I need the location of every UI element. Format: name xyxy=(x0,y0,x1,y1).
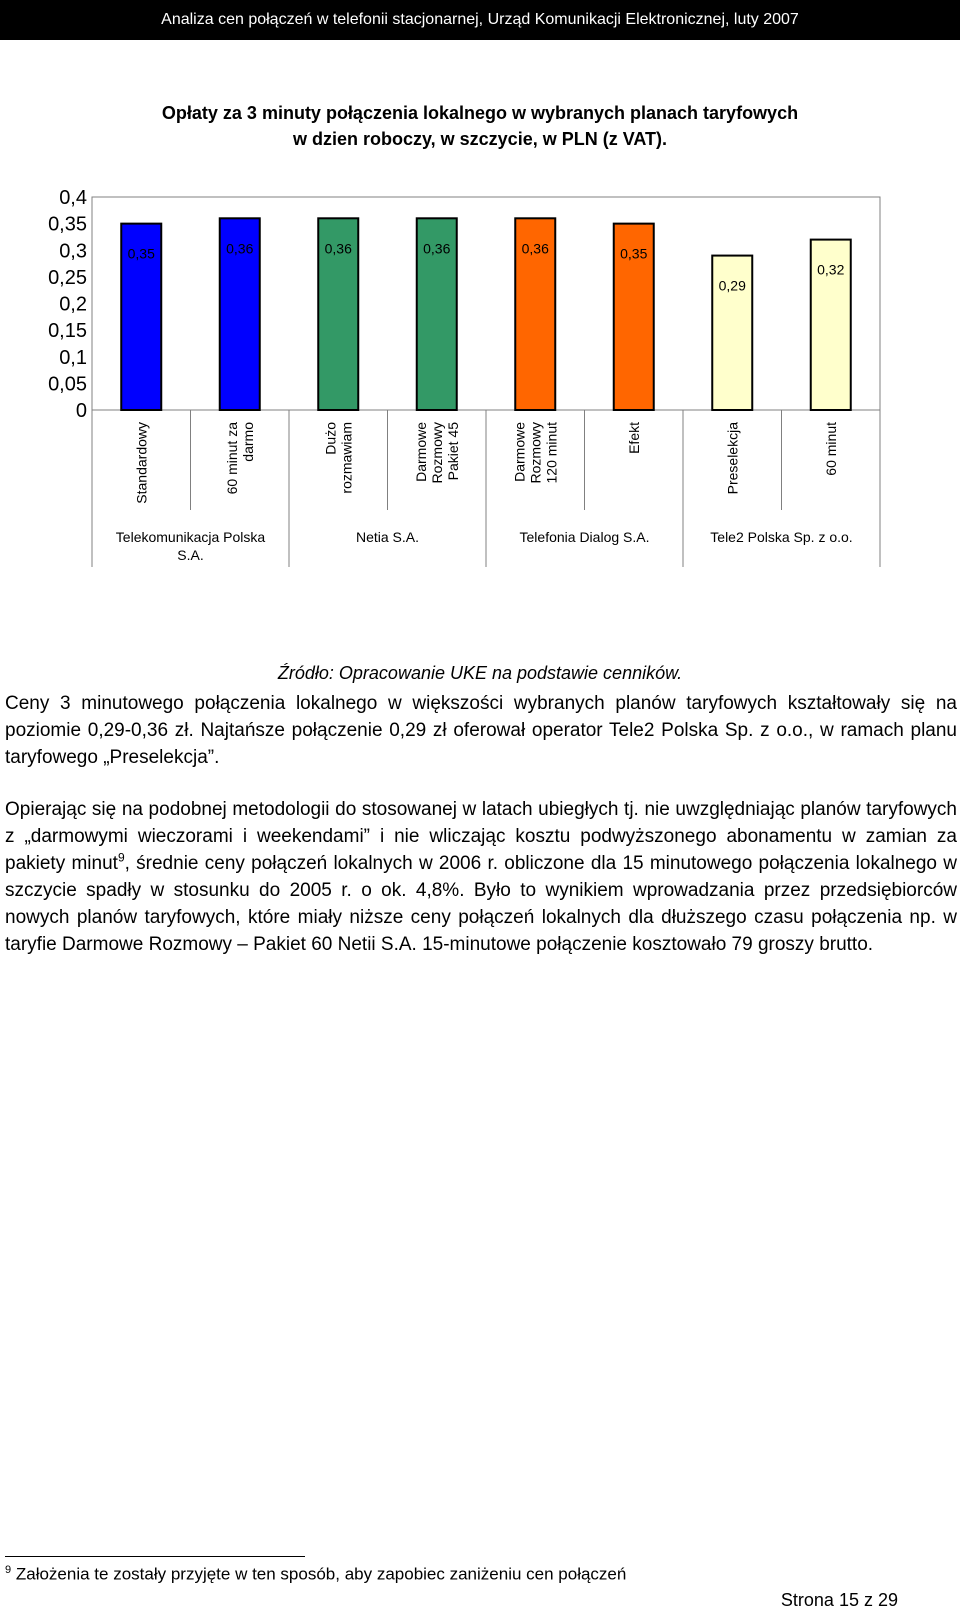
group-label: Telefonia Dialog S.A. xyxy=(519,529,650,545)
category-label: Dużorozmawiam xyxy=(322,422,355,494)
chart-title-line-2: w dzien roboczy, w szczycie, w PLN (z VAT). xyxy=(292,129,668,149)
data-label: 0,36 xyxy=(226,240,254,257)
group-label: Tele2 Polska Sp. z o.o. xyxy=(710,529,853,545)
y-tick-label: 0,4 xyxy=(59,187,87,209)
footnote-number: 9 xyxy=(5,1564,12,1576)
category-label: 60 minut zadarmo xyxy=(223,422,256,495)
data-label: 0,29 xyxy=(718,277,746,294)
y-tick-label: 0,1 xyxy=(59,346,87,369)
bar-chart xyxy=(0,175,960,575)
chart-title-line-1: Opłaty za 3 minuty połączenia lokalnego w wybranych planach taryfowych xyxy=(161,103,799,123)
category-label: DarmoweRozmowy120 minut xyxy=(511,422,560,484)
footnote-text: Założenia te zostały przyjęte w ten sposób, aby zapobiec zaniżeniu cen połączeń xyxy=(15,1564,627,1584)
footnote-divider xyxy=(5,1556,305,1557)
y-tick-label: 0,15 xyxy=(48,320,87,343)
y-tick-label: 0,05 xyxy=(48,373,87,396)
footnote-ref: 9 xyxy=(117,850,125,865)
category-label: Preselekcja xyxy=(724,422,741,495)
footnote xyxy=(5,1564,626,1585)
data-label: 0,36 xyxy=(423,240,451,257)
category-label: 60 minut xyxy=(822,422,839,476)
paragraph-1: Ceny 3 minutowego połączenia lokalnego w większości wybranych planów taryfowych kształtowały się na poziomie 0,29-0,36 zł. Najtańsze połączenie 0,29 zł oferował operator Tele2 Polska Sp. z o.o., w ramach planu taryfowego „Preselekcja”. xyxy=(5,693,957,768)
source-note: Źródło: Opracowanie UKE na podstawie cenników. xyxy=(277,663,683,683)
category-label: DarmoweRozmowyPakiet 45 xyxy=(412,422,461,484)
data-label: 0,36 xyxy=(324,240,352,257)
group-label: Telekomunikacja Polska S.A. xyxy=(115,529,266,563)
data-label: 0,32 xyxy=(817,261,845,278)
data-label: 0,35 xyxy=(620,245,648,262)
page-header: Analiza cen połączeń w telefonii stacjonarnej, Urząd Komunikacji Elektronicznej, luty 2007 xyxy=(0,0,960,40)
paragraph-2-text-b: , średnie ceny połączeń lokalnych w 2006 r. obliczone dla 15 minutowego połączenia lokalnego w szczycie spadły w stosunku do 2005 r. o ok. 4,8%. Było to wynikiem wprowadzania przez przedsiębiorców nowych planów taryfowych, które miały niższe ceny połączeń lokalnych dla dłuższego czasu połączenia np. w taryfie Darmowe Rozmowy – Pakiet 60 Netii S.A. 15-minutowe połączenie kosztowało 79 groszy brutto. xyxy=(5,853,957,955)
paragraph-2-text-a: Opierając się na podobnej metodologii do stosowanej w latach ubiegłych tj. nie uwzględniając planów taryfowych z „darmowymi wieczorami i weekendami” i nie wliczając kosztu podwyższonego abonamentu w zamian za pakiety minut xyxy=(5,799,957,874)
plot-area xyxy=(92,197,880,410)
page-number: Strona 15 z 29 xyxy=(780,1590,898,1610)
data-label: 0,35 xyxy=(127,245,155,262)
paragraph-2 xyxy=(5,796,957,958)
category-label: Efekt xyxy=(625,422,642,454)
y-tick-label: 0,35 xyxy=(48,213,87,236)
y-tick-label: 0,25 xyxy=(48,266,87,289)
group-label: Netia S.A. xyxy=(355,529,420,545)
data-label: 0,36 xyxy=(521,240,549,257)
y-tick-label: 0,3 xyxy=(59,240,87,263)
y-tick-label: 0 xyxy=(75,400,87,422)
chart-title xyxy=(100,100,860,152)
y-tick-label: 0,2 xyxy=(59,293,87,316)
category-label: Standardowy xyxy=(133,422,150,504)
